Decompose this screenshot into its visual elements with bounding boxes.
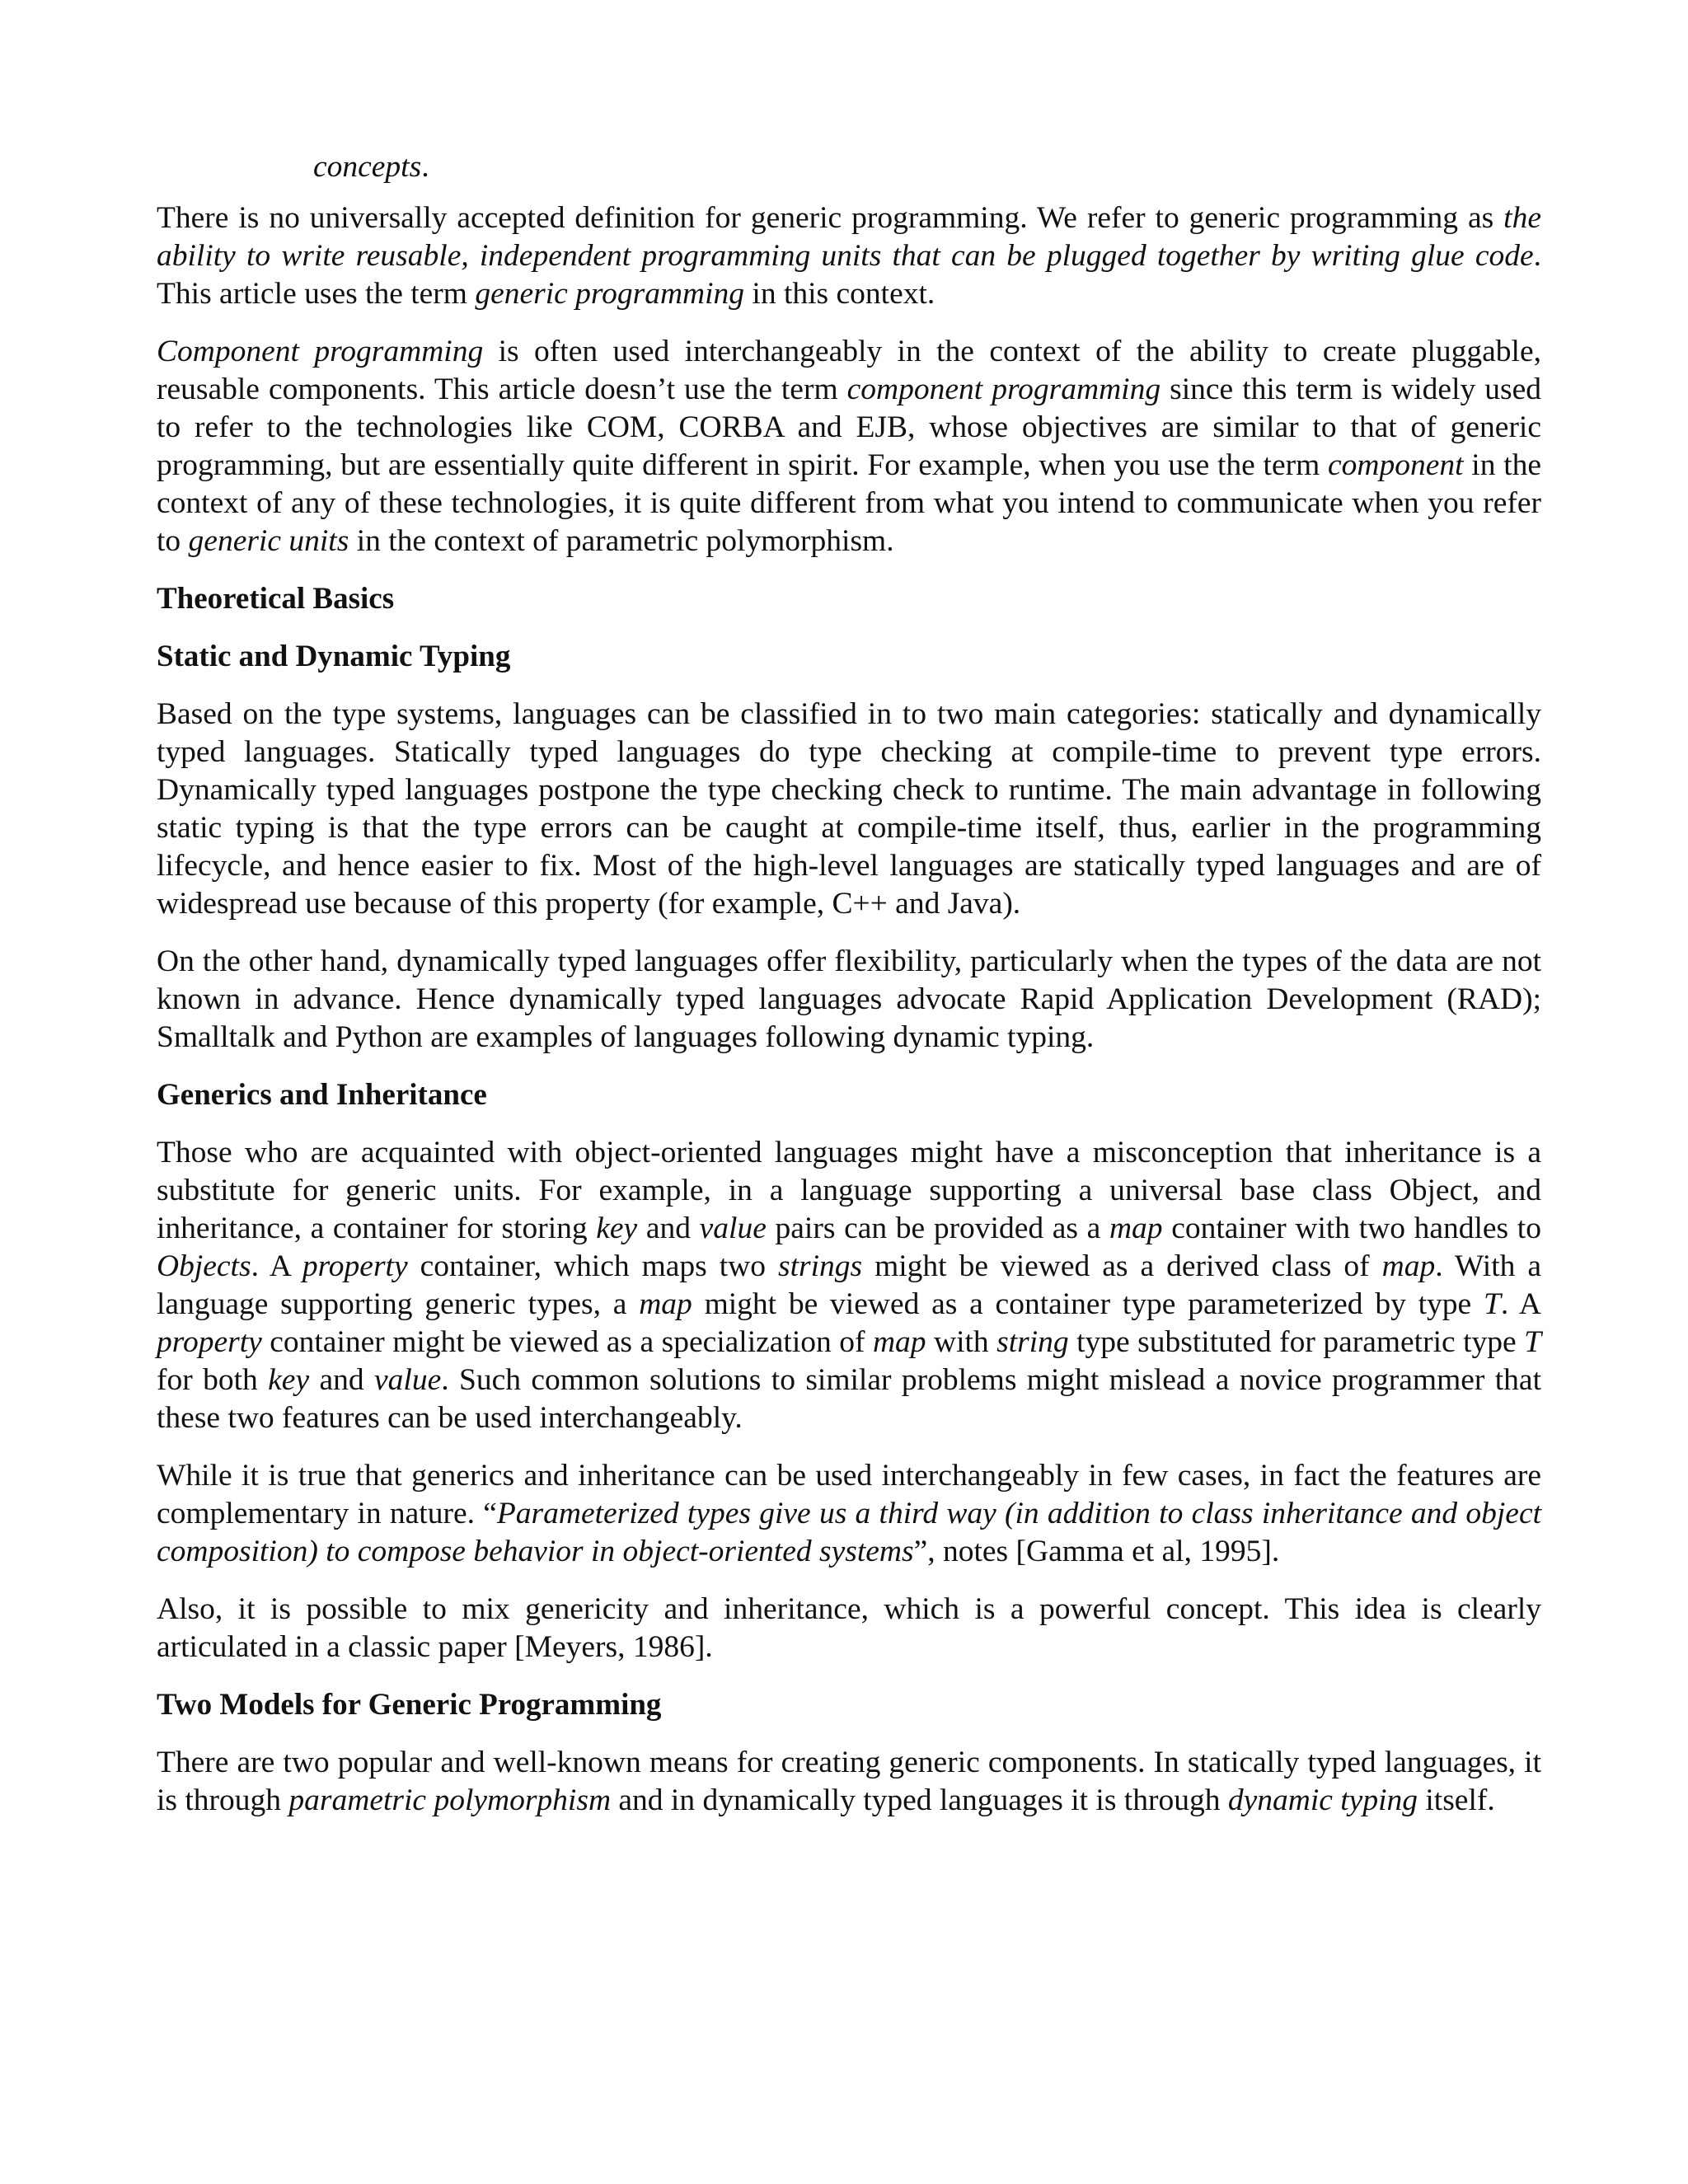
emphasis: map <box>872 1325 926 1359</box>
document-page <box>157 148 1541 1840</box>
heading-generics-inheritance: Generics and Inheritance <box>157 1078 487 1112</box>
paragraph-two-means <box>157 1744 1541 1820</box>
emphasis: key <box>268 1363 310 1397</box>
text-run: . A <box>1500 1287 1541 1321</box>
text-run: type substituted for parametric type <box>1068 1325 1525 1359</box>
heading-static-dynamic-typing: Static and Dynamic Typing <box>157 640 511 673</box>
emphasis: strings <box>777 1249 863 1283</box>
heading-theoretical-basics: Theoretical Basics <box>157 582 395 616</box>
emphasis: T <box>1483 1287 1501 1321</box>
emphasis: map <box>1381 1249 1436 1283</box>
text-run: . A <box>251 1249 302 1283</box>
emphasis: map <box>639 1287 692 1321</box>
text-run: pairs can be provided as a <box>766 1212 1109 1245</box>
text-run: since this term is widely used to refer to the technologies like COM, CORBA and EJB, whose objectives are similar to that of generic programming, but are essentially quite different in spirit. For example, when you use the term <box>157 373 1542 482</box>
paragraph-inheritance-misconception <box>157 1134 1541 1437</box>
emphasis: concepts <box>313 150 422 184</box>
text-run: is often used interchangeably in the context of the ability to create pluggable, reusable components. This article doesn’t use the term <box>157 335 1541 406</box>
text-run: and <box>637 1212 700 1245</box>
paragraph-complementary-features <box>157 1457 1541 1571</box>
emphasis: the ability to write reusable, independent programming units that can be plugged together by writing glue code <box>157 201 1541 273</box>
emphasis: generic units <box>188 524 349 558</box>
text-run: . Such common solutions to similar problems might mislead a novice programmer that these two features can be used interchangeably. <box>157 1363 1541 1435</box>
emphasis: property <box>157 1325 262 1359</box>
emphasis: parametric polymorphism <box>288 1783 612 1817</box>
emphasis: Component programming <box>157 335 484 368</box>
text-run: . This article uses the term <box>157 239 1541 311</box>
text-run: . With a language supporting generic types, a <box>157 1249 1541 1321</box>
emphasis: component programming <box>846 373 1161 406</box>
emphasis: property <box>302 1249 408 1283</box>
text-run: in this context. <box>744 277 935 311</box>
emphasis: string <box>996 1325 1069 1359</box>
emphasis: value <box>374 1363 442 1397</box>
text-run: There is no universally accepted definition for generic programming. We refer to generic programming as <box>157 201 1504 235</box>
text-run: container with two handles to <box>1162 1212 1541 1245</box>
text-run: with <box>926 1325 997 1359</box>
text-run: for both <box>157 1363 269 1397</box>
emphasis: value <box>699 1212 767 1245</box>
continued-fragment <box>313 148 1541 186</box>
text-run: There are two popular and well-known means for creating generic components. In statically typed languages, it is through <box>157 1746 1541 1817</box>
text-run: and <box>309 1363 374 1397</box>
emphasis: key <box>596 1212 638 1245</box>
emphasis: Parameterized types give us a third way (in addition to class inheritance and object composition) to compose behavior in object-oriented systems <box>157 1497 1542 1568</box>
paragraph-dynamic-typing: On the other hand, dynamically typed languages offer flexibility, particularly when the types of the data are not known in advance. Hence dynamically typed languages advocate Rapid Application Development (RAD); Smalltalk and Python are examples of languages following dynamic typing. <box>157 944 1541 1054</box>
emphasis: T <box>1524 1325 1541 1359</box>
emphasis: Objects <box>157 1249 251 1283</box>
emphasis: dynamic typing <box>1227 1783 1418 1817</box>
text-run: ”, notes [Gamma et al, 1995]. <box>913 1535 1280 1568</box>
text-run: container might be viewed as a specialization of <box>261 1325 873 1359</box>
paragraph-mix-genericity: Also, it is possible to mix genericity and inheritance, which is a powerful concept. This idea is clearly articulated in a classic paper [Meyers, 1986]. <box>157 1592 1541 1664</box>
text-run: might be viewed as a container type parameterized by type <box>692 1287 1484 1321</box>
text-run: might be viewed as a derived class of <box>862 1249 1382 1283</box>
paragraph-type-systems: Based on the type systems, languages can be classified in to two main categories: statically and dynamically typed languages. Statically typed languages do type checking at compile-time to prevent type errors. Dynamically typed languages postpone the type checking check to runtime. The main advantage in following static typing is that the type errors can be caught at compile-time itself, thus, earlier in the programming lifecycle, and hence easier to fix. Most of the high-level languages are statically typed languages and are of widespread use because of this property (for example, C++ and Java). <box>157 697 1541 921</box>
text-run: While it is true that generics and inheritance can be used interchangeably in few cases, in fact the features are complementary in nature. “ <box>157 1459 1541 1530</box>
text-run: . <box>421 150 429 184</box>
text-run: container, which maps two <box>407 1249 778 1283</box>
text-run: and in dynamically typed languages it is through <box>611 1783 1228 1817</box>
text-run: in the context of parametric polymorphism. <box>349 524 894 558</box>
text-run: in the context of any of these technologies, it is quite different from what you intend to communicate when you refer to <box>157 448 1542 558</box>
paragraph-component-programming <box>157 333 1541 560</box>
emphasis: map <box>1109 1212 1163 1245</box>
text-run: Those who are acquainted with object-oriented languages might have a misconception that inheritance is a substitute for generic units. For example, in a language supporting a universal base class Object, and inheritance, a container for storing <box>157 1136 1541 1245</box>
heading-two-models: Two Models for Generic Programming <box>157 1688 662 1722</box>
emphasis: component <box>1328 448 1464 482</box>
paragraph-generic-definition <box>157 199 1541 313</box>
text-run: itself. <box>1418 1783 1495 1817</box>
emphasis: generic programming <box>475 277 745 311</box>
